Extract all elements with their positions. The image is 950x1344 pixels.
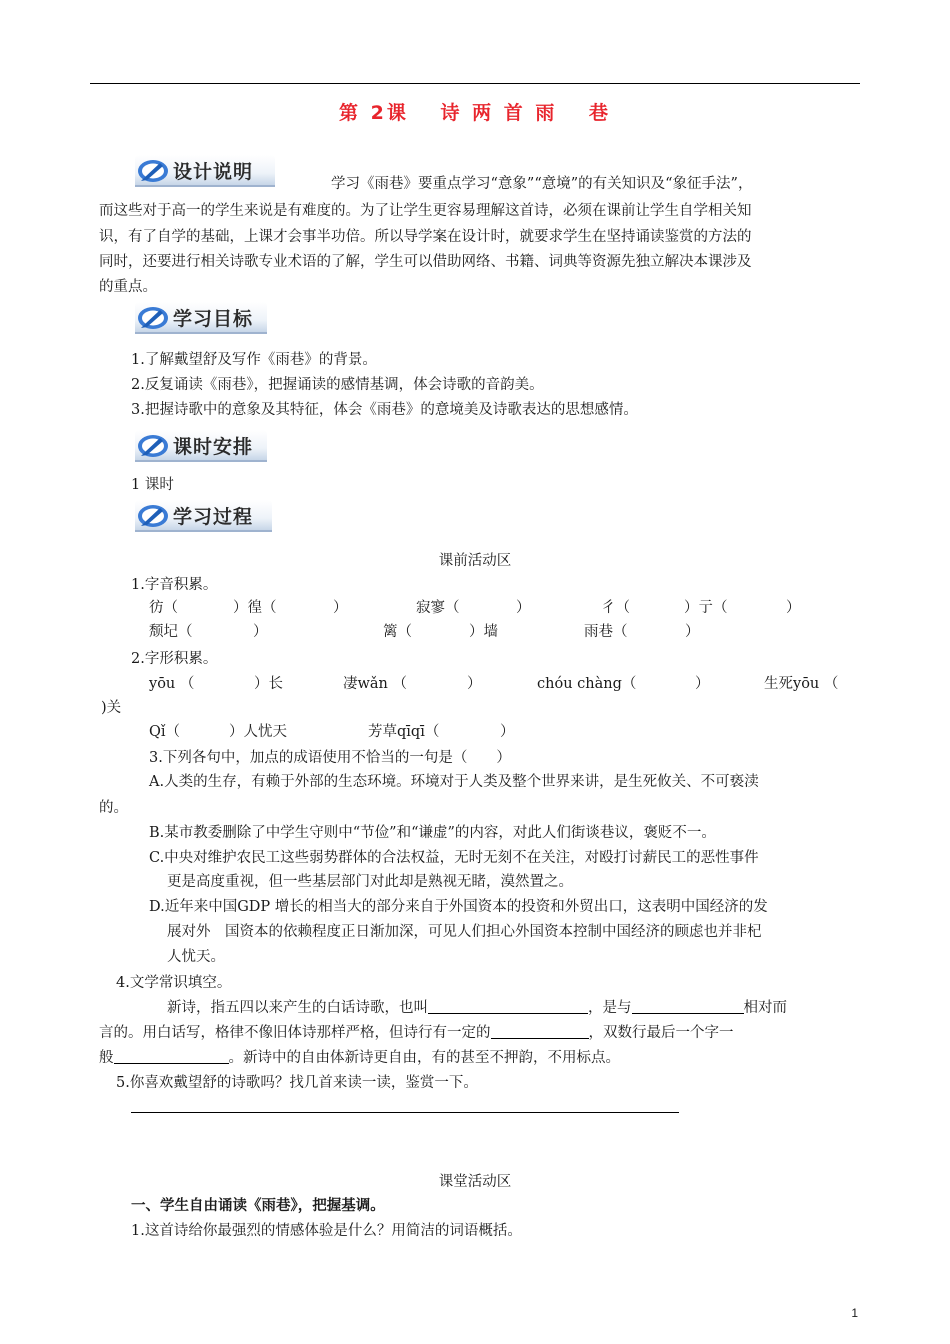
q2-item: ） bbox=[467, 676, 482, 692]
q2-item: ）人忧天 bbox=[229, 724, 287, 740]
fill-blank[interactable] bbox=[428, 997, 588, 1014]
goal-item: 1.了解戴望舒及写作《雨巷》的背景。 bbox=[131, 352, 377, 368]
q2-item: 凄wǎn （ bbox=[343, 676, 408, 692]
q3-title: 3.下列各句中，加点的成语使用不恰当的一句是（ ） bbox=[149, 750, 511, 766]
q2-title: 2.字形积累。 bbox=[131, 651, 218, 667]
q4-line bbox=[99, 1046, 620, 1070]
q4-title: 4.文学常识填空。 bbox=[116, 975, 232, 991]
q2-item: chóu chàng（ bbox=[537, 676, 637, 692]
fill-blank[interactable] bbox=[632, 997, 744, 1014]
design-text-line: 的重点。 bbox=[99, 279, 157, 295]
goal-item: 2.反复诵读《雨巷》，把握诵读的感情基调，体会诗歌的音韵美。 bbox=[131, 377, 544, 393]
part1-heading: 一、学生自由诵读《雨巷》，把握基调。 bbox=[131, 1197, 385, 1214]
q4-line bbox=[99, 1021, 734, 1045]
q4-text: 相对而 bbox=[743, 1000, 787, 1016]
section-label: 课时安排 bbox=[173, 435, 254, 458]
answer-line[interactable] bbox=[131, 1112, 679, 1113]
q1-item: 篱（ bbox=[383, 624, 412, 640]
q2-item: ） bbox=[500, 724, 515, 740]
design-text-line: 同时，还要进行相关诗歌专业术语的了解，学生可以借助网络、书籍、词典等资源先独立解决本课涉及 bbox=[99, 254, 752, 270]
section-label: 学习目标 bbox=[173, 307, 254, 330]
q1-item: ）徨（ bbox=[233, 600, 277, 616]
q2-item: 芳草qīqī（ bbox=[368, 724, 440, 740]
section-badge-schedule bbox=[135, 430, 267, 462]
q4-line bbox=[167, 996, 787, 1020]
q1-item: ） bbox=[685, 624, 700, 640]
q4-text: ，双数行最后一个字一 bbox=[588, 1025, 734, 1041]
q5-title: 5.你喜欢戴望舒的诗歌吗？找几首来读一读，鉴赏一下。 bbox=[116, 1075, 478, 1091]
q1-item: 颓圮（ bbox=[149, 624, 193, 640]
q1-item: 彳（ bbox=[601, 600, 630, 616]
section-badge-goals bbox=[135, 302, 267, 334]
section-label: 设计说明 bbox=[173, 160, 254, 183]
q1-item: 寂寥（ bbox=[416, 600, 460, 616]
pencil-arrow-icon bbox=[135, 500, 171, 530]
section-badge-process bbox=[135, 500, 272, 532]
q3-option-c: C.中央对维护农民工这些弱势群体的合法权益，无时无刻不在关注，对殴打讨薪民工的恶性事件 bbox=[149, 850, 759, 866]
pre-class-heading: 课前活动区 bbox=[438, 553, 512, 569]
q4-text: 般 bbox=[99, 1050, 114, 1066]
q3-option-b: B.某市教委删除了中学生守则中“节俭”和“谦虚”的内容，对此人们街谈巷议，褒贬不一。 bbox=[149, 825, 716, 841]
q3-option-d: 人忧天。 bbox=[167, 949, 225, 965]
q3-option-c: 更是高度重视，但一些基层部门对此却是熟视无睹，漠然置之。 bbox=[167, 874, 573, 890]
q3-option-d: D.近年来中国GDP 增长的相当大的部分来自于外国资本的投资和外贸出口，这表明中国经济的发 bbox=[149, 899, 768, 915]
q2-item: ）长 bbox=[254, 676, 283, 692]
schedule-text: 1 课时 bbox=[131, 477, 174, 493]
pencil-arrow-icon bbox=[135, 430, 171, 460]
q1-item: 雨巷（ bbox=[584, 624, 628, 640]
q2-item: 生死yōu （ bbox=[764, 676, 839, 692]
q1-item: ） bbox=[253, 624, 268, 640]
header-rule bbox=[90, 83, 860, 84]
q1-item: ） bbox=[333, 600, 348, 616]
q1-item: ） bbox=[516, 600, 531, 616]
pencil-arrow-icon bbox=[135, 302, 171, 332]
fill-blank[interactable] bbox=[114, 1047, 229, 1064]
q2-item: Qǐ（ bbox=[149, 724, 181, 740]
q4-text: ，是与 bbox=[588, 1000, 632, 1016]
in-class-heading: 课堂活动区 bbox=[438, 1174, 512, 1190]
part1-question: 1.这首诗给你最强烈的情感体验是什么？用简洁的词语概括。 bbox=[131, 1223, 522, 1239]
page-number: 1 bbox=[851, 1306, 858, 1320]
q1-item: ） bbox=[786, 600, 801, 616]
q1-title: 1.字音积累。 bbox=[131, 577, 218, 593]
q1-item: ）亍（ bbox=[684, 600, 728, 616]
q3-option-d: 展对外 国资本的依赖程度正日渐加深，可见人们担心外国资本控制中国经济的顾虑也并非杞 bbox=[167, 924, 762, 940]
fill-blank[interactable] bbox=[491, 1022, 589, 1039]
design-text-line: 识，有了自学的基础，上课才会事半功倍。所以导学案在设计时，就要求学生在坚持诵读鉴赏的方法的 bbox=[99, 229, 752, 245]
q2-item: )关 bbox=[101, 700, 122, 716]
q4-text: 。新诗中的自由体新诗更自由，有的甚至不押韵，不用标点。 bbox=[228, 1050, 620, 1066]
q1-item: ）墙 bbox=[469, 624, 498, 640]
q4-text: 言的。用白话写，格律不像旧体诗那样严格，但诗行有一定的 bbox=[99, 1025, 491, 1041]
design-text-line: 而这些对于高一的学生来说是有难度的。为了让学生更容易理解这首诗，必须在课前让学生自学相关知 bbox=[99, 203, 752, 219]
page-title: 第 2课 诗 两 首 雨 巷 bbox=[339, 102, 611, 124]
design-text-line: 学习《雨巷》要重点学习“意象”“意境”的有关知识及“象征手法”， bbox=[331, 176, 753, 192]
section-label: 学习过程 bbox=[173, 505, 254, 528]
section-badge-design bbox=[135, 155, 275, 187]
q4-text: 新诗，指五四以来产生的白话诗歌，也叫 bbox=[167, 1000, 428, 1016]
q2-item: ） bbox=[695, 676, 710, 692]
q2-item: yōu （ bbox=[149, 676, 195, 692]
goal-item: 3.把握诗歌中的意象及其特征，体会《雨巷》的意境美及诗歌表达的思想感情。 bbox=[131, 402, 638, 418]
q3-option-a: A.人类的生存，有赖于外部的生态环境。环境对于人类及整个世界来讲，是生死攸关、不可亵渎 bbox=[149, 774, 759, 790]
q3-option-a: 的。 bbox=[99, 800, 128, 816]
pencil-arrow-icon bbox=[135, 155, 171, 185]
q1-item: 彷（ bbox=[149, 600, 178, 616]
